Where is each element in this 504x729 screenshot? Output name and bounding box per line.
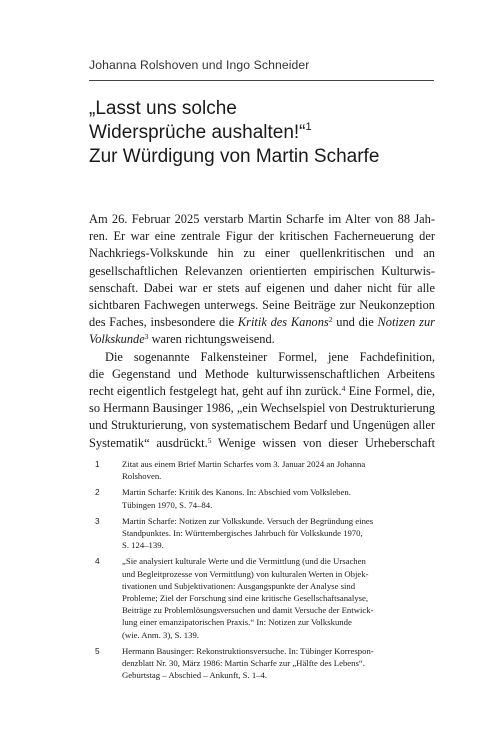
text-line: Volkskunde$^3$ waren richtungsweisend. <box>89 332 275 347</box>
footnotes <box>95 458 438 685</box>
text-line: Am 26. Februar 2025 verstarb Martin Scharfe im Alter von 88 Jah- <box>89 212 435 226</box>
text-line: gesellschaftlichen Relevanzen orientierten empirischen Kulturwis- <box>89 263 435 278</box>
body-text <box>89 211 435 452</box>
title-notizen-zur-volkskunde: Notizen zur <box>377 315 435 330</box>
footnote-line: (wie. Anm. 3), S. 139. <box>122 629 199 640</box>
footnote-ref[interactable]: 3 <box>144 332 149 342</box>
footnote-line: Martin Scharfe: Notizen zur Volkskunde. Versuch der Begründung eines <box>122 515 374 526</box>
footnote-line: Probleme; Ziel der Forschung sind eine kritische Gesellschaftsanalyse, <box>122 593 369 604</box>
footnote-line: tivationen und Subjektivationen: Ausgangspunkte der Analyse sind <box>122 580 356 591</box>
title-line: Widersprüche aushalten!“$^1$ <box>89 121 312 143</box>
footnote <box>95 645 438 682</box>
title-kritik-des-kanons: Kritik des Kanons <box>237 315 329 330</box>
footnote-line: Martin Scharfe: Kritik des Kanons. In: Abschied vom Volksleben. <box>122 487 351 498</box>
footnote-ref[interactable]: 2 <box>328 315 333 325</box>
text-line: sichtbaren Fachwegen unterwegs. Seine Beiträge zur Neukonzeption <box>89 298 435 313</box>
footnote-number: 4 <box>95 556 100 567</box>
text-line: recht eigentlich festgelegt hat, geht auf ihn zurück.$^4$ Eine Formel, die, <box>89 384 436 399</box>
text-line: so Hermann Bausinger 1986, „ein Wechselspiel von Destrukturierung <box>89 401 435 416</box>
footnote-number: 5 <box>95 645 100 656</box>
footnote-line: Beiträge zu Problemlösungsversuchen und damit Versuche der Entwick- <box>122 605 374 616</box>
footnote <box>95 458 438 482</box>
text-line: die Gegenstand und Methode kulturwissenschaftlichen Arbeitens <box>89 366 435 381</box>
footnote-line: S. 124–139. <box>122 540 164 551</box>
header-divider <box>89 80 434 81</box>
text-line: Die sogenannte Falkensteiner Formel, jene Fachdefinition, <box>105 349 435 364</box>
running-header-authors: Johanna Rolshoven und Ingo Schneider <box>89 58 310 72</box>
footnote-line: Zitat aus einem Brief Martin Scharfes vom 3. Januar 2024 an Johanna <box>122 459 366 469</box>
footnote-number: 3 <box>95 515 100 526</box>
article-title <box>89 97 449 169</box>
footnote <box>95 515 438 552</box>
text-line: Systematik“ ausdrückt.$^5$ Wenige wissen von dieser Urheberschaft <box>89 435 436 450</box>
title-line: Zur Würdigung von Martin Scharfe <box>89 146 380 167</box>
text-line: ren. Er war eine zentrale Figur der kritischen Facherneuerung der <box>89 229 435 244</box>
footnote-line: Rolshoven. <box>122 471 162 482</box>
footnote <box>95 486 438 510</box>
footnote-line: Geburtstag – Abschied – Ankunft, S. 1–4. <box>122 670 268 681</box>
footnote-line: Tübingen 1970, S. 74–84. <box>122 499 213 510</box>
footnote-line: denzblatt Nr. 30, März 1986: Martin Scharfe zur „Hälfte des Lebens“. <box>122 658 365 669</box>
footnote-line: „Sie analysiert kulturale Werte und die Vermittlung (und die Ursachen <box>122 556 366 567</box>
footnote-line: Standpunktes. In: Württembergisches Jahrbuch für Volkskunde 1970, <box>122 528 363 539</box>
footnote-ref[interactable]: 4 <box>341 384 346 394</box>
text-line: des Faches, insbesondere die Kritik des Kanons$^2$ und die Notizen zur <box>89 315 435 330</box>
footnote-ref[interactable]: 1 <box>305 121 312 133</box>
footnote <box>95 555 438 640</box>
footnote-number: 2 <box>95 487 100 498</box>
footnote-line: lung einer emanzipatorischen Praxis.“ In: Notizen zur Volkskunde <box>122 617 352 628</box>
footnote-number: 1 <box>95 459 100 469</box>
footnote-line: und Begleitprozesse von Vermittlung) von kulturalen Werten in Objek- <box>122 568 369 579</box>
title-line: „Lasst uns solche <box>89 98 237 119</box>
footnote-ref[interactable]: 5 <box>207 435 212 445</box>
text-line: senschaft. Dabei war er stets auf eigenen und daher nicht für alle <box>89 280 435 295</box>
text-line: Nachkriegs-Volkskunde hin zu einer quellenkritischen und an <box>89 246 435 261</box>
footnote-line: Hermann Bausinger: Rekonstruktionsversuche. In: Tübinger Korrespon- <box>122 645 374 656</box>
text-line: und Strukturierung, von systematischem Bedarf und Ungenügen aller <box>89 418 435 433</box>
